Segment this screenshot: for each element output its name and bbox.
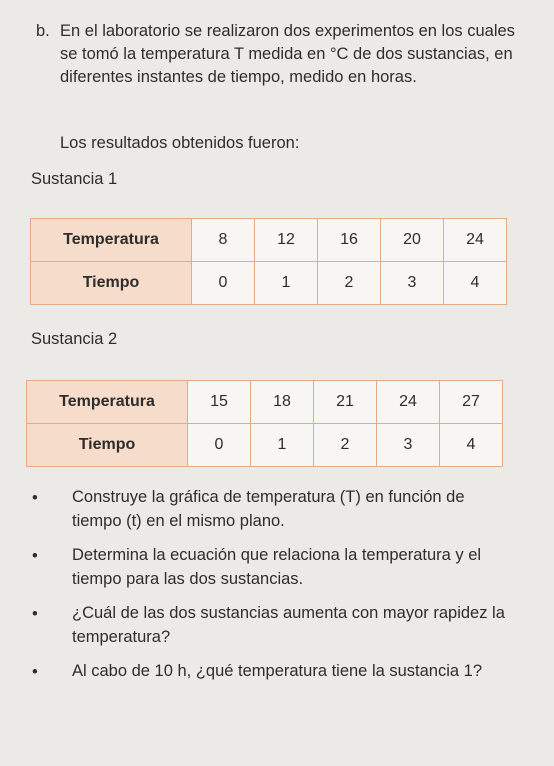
table-cell: 3	[377, 424, 440, 467]
table-cell: 21	[314, 381, 377, 424]
row-label-tiempo: Tiempo	[27, 424, 188, 467]
table-cell: 0	[188, 424, 251, 467]
table-cell: 0	[192, 262, 255, 305]
row-label-temperatura: Temperatura	[27, 381, 188, 424]
table-cell: 4	[440, 424, 503, 467]
results-label: Los resultados obtenidos fueron:	[60, 134, 300, 152]
bullet-icon: •	[32, 547, 38, 565]
bullet-icon: •	[32, 489, 38, 507]
table-cell: 20	[381, 219, 444, 262]
exercise-intro	[36, 20, 522, 89]
table-cell: 24	[444, 219, 507, 262]
task-text: Al cabo de 10 h, ¿qué temperatura tiene la sustancia 1?	[72, 662, 483, 680]
temperatura-row	[27, 381, 503, 424]
task-text: Determina la ecuación que relaciona la temperatura y el tiempo para las dos sustancias.	[72, 546, 482, 588]
task-list	[30, 485, 506, 693]
table-cell: 8	[192, 219, 255, 262]
table-cell: 12	[255, 219, 318, 262]
table-cell: 16	[318, 219, 381, 262]
list-item	[30, 659, 506, 683]
sustancia-2-title: Sustancia 2	[31, 330, 118, 348]
task-text: ¿Cuál de las dos sustancias aumenta con mayor rapidez la temperatura?	[72, 604, 505, 646]
sustancia-1-table	[30, 218, 507, 305]
list-item	[30, 485, 506, 533]
bullet-icon: •	[32, 605, 38, 623]
table-cell: 3	[381, 262, 444, 305]
list-item	[30, 601, 506, 649]
sustancia-1-title: Sustancia 1	[31, 170, 118, 188]
temperatura-row	[31, 219, 507, 262]
table-cell: 1	[255, 262, 318, 305]
bullet-icon: •	[32, 663, 38, 681]
row-label-tiempo: Tiempo	[31, 262, 192, 305]
table-cell: 18	[251, 381, 314, 424]
row-label-temperatura: Temperatura	[31, 219, 192, 262]
table-cell: 1	[251, 424, 314, 467]
list-item	[30, 543, 506, 591]
tiempo-row	[31, 262, 507, 305]
table-cell: 24	[377, 381, 440, 424]
sustancia-2-table	[26, 380, 503, 467]
intro-text: En el laboratorio se realizaron dos experimentos en los cuales se tomó la temperatura T medida en °C de dos sustancias, en diferentes instantes de tiempo, medido en horas.	[60, 22, 515, 86]
tiempo-row	[27, 424, 503, 467]
task-text: Construye la gráfica de temperatura (T) en función de tiempo (t) en el mismo plano.	[72, 488, 465, 530]
table-cell: 2	[318, 262, 381, 305]
table-cell: 27	[440, 381, 503, 424]
table-cell: 2	[314, 424, 377, 467]
exercise-marker: b.	[36, 22, 50, 40]
table-cell: 15	[188, 381, 251, 424]
table-cell: 4	[444, 262, 507, 305]
